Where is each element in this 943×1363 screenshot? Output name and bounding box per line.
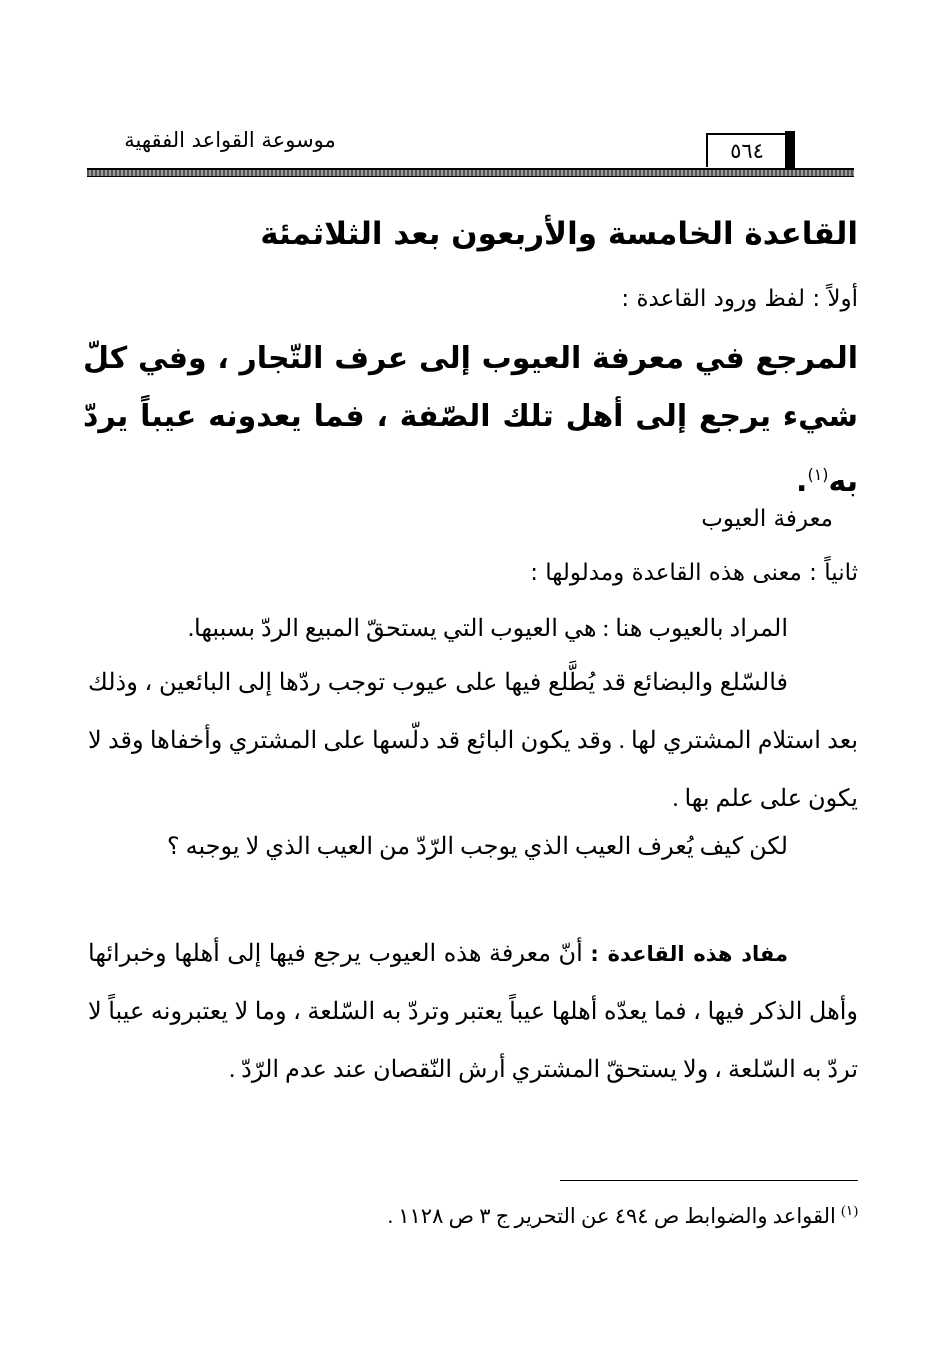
footnote (88, 1196, 858, 1232)
mufad-lead: مفاد هذه القاعدة : (590, 942, 789, 966)
footnote-rule (560, 1180, 858, 1181)
section-heading-2: ثانياً : معنى هذه القاعدة ومدلولها : (530, 560, 858, 586)
page-number: ٥٦٤ (706, 133, 788, 167)
rule-text (83, 330, 858, 511)
paragraph-2: فالسّلع والبضائع قد يُطَّلع فيها على عيوب توجب ردّها إلى البائعين ، وذلك بعد استلام المشتري لها . وقد يكون البائع قد دلّسها على المشتري وأخفاها وقد لا يكون على علم بها . (88, 670, 858, 812)
section-heading-1: أولاً : لفظ ورود القاعدة : (621, 286, 858, 312)
mufad-paragraph (88, 925, 858, 1099)
paragraph-1: المراد بالعيوب هنا : هي العيوب التي يستحقّ المبيع الردّ بسببها. (188, 616, 788, 642)
running-title: موسوعة القواعد الفقهية (124, 128, 336, 152)
mufad-text: أنّ معرفة هذه العيوب يرجع فيها إلى أهلها وخبرائها وأهل الذكر فيها ، فما يعدّه أهلها عيباً يعتبر وتردّ به السّلعة ، وما لا يعتبرونه عيباً لا تردّ به السّلعة ، ولا يستحقّ المشتري أرش النّقصان عند عدم الرّدّ . (88, 941, 858, 1083)
footnote-marker: (١) (807, 465, 829, 484)
footnote-number: (١) (841, 1204, 858, 1219)
header-rule (87, 168, 854, 177)
paragraph-3: لكن كيف يُعرف العيب الذي يوجب الرّدّ من العيب الذي لا يوجبه ؟ (166, 834, 788, 860)
rule-text-end: . (796, 464, 808, 499)
footnote-text: القواعد والضوابط ص ٤٩٤ عن التحرير ج ٣ ص ١١٢٨ . (387, 1204, 836, 1228)
page-number-bar (785, 131, 795, 173)
rule-text-body: المرجع في معرفة العيوب إلى عرف التّجار ، وفي كلّ شيء يرجع إلى أهل تلك الصّفة ، فما يعدونه عيباً يردّ به (83, 341, 858, 499)
topic-label: معرفة العيوب (701, 506, 833, 532)
rule-title: القاعدة الخامسة والأربعون بعد الثلاثمئة (260, 216, 858, 252)
